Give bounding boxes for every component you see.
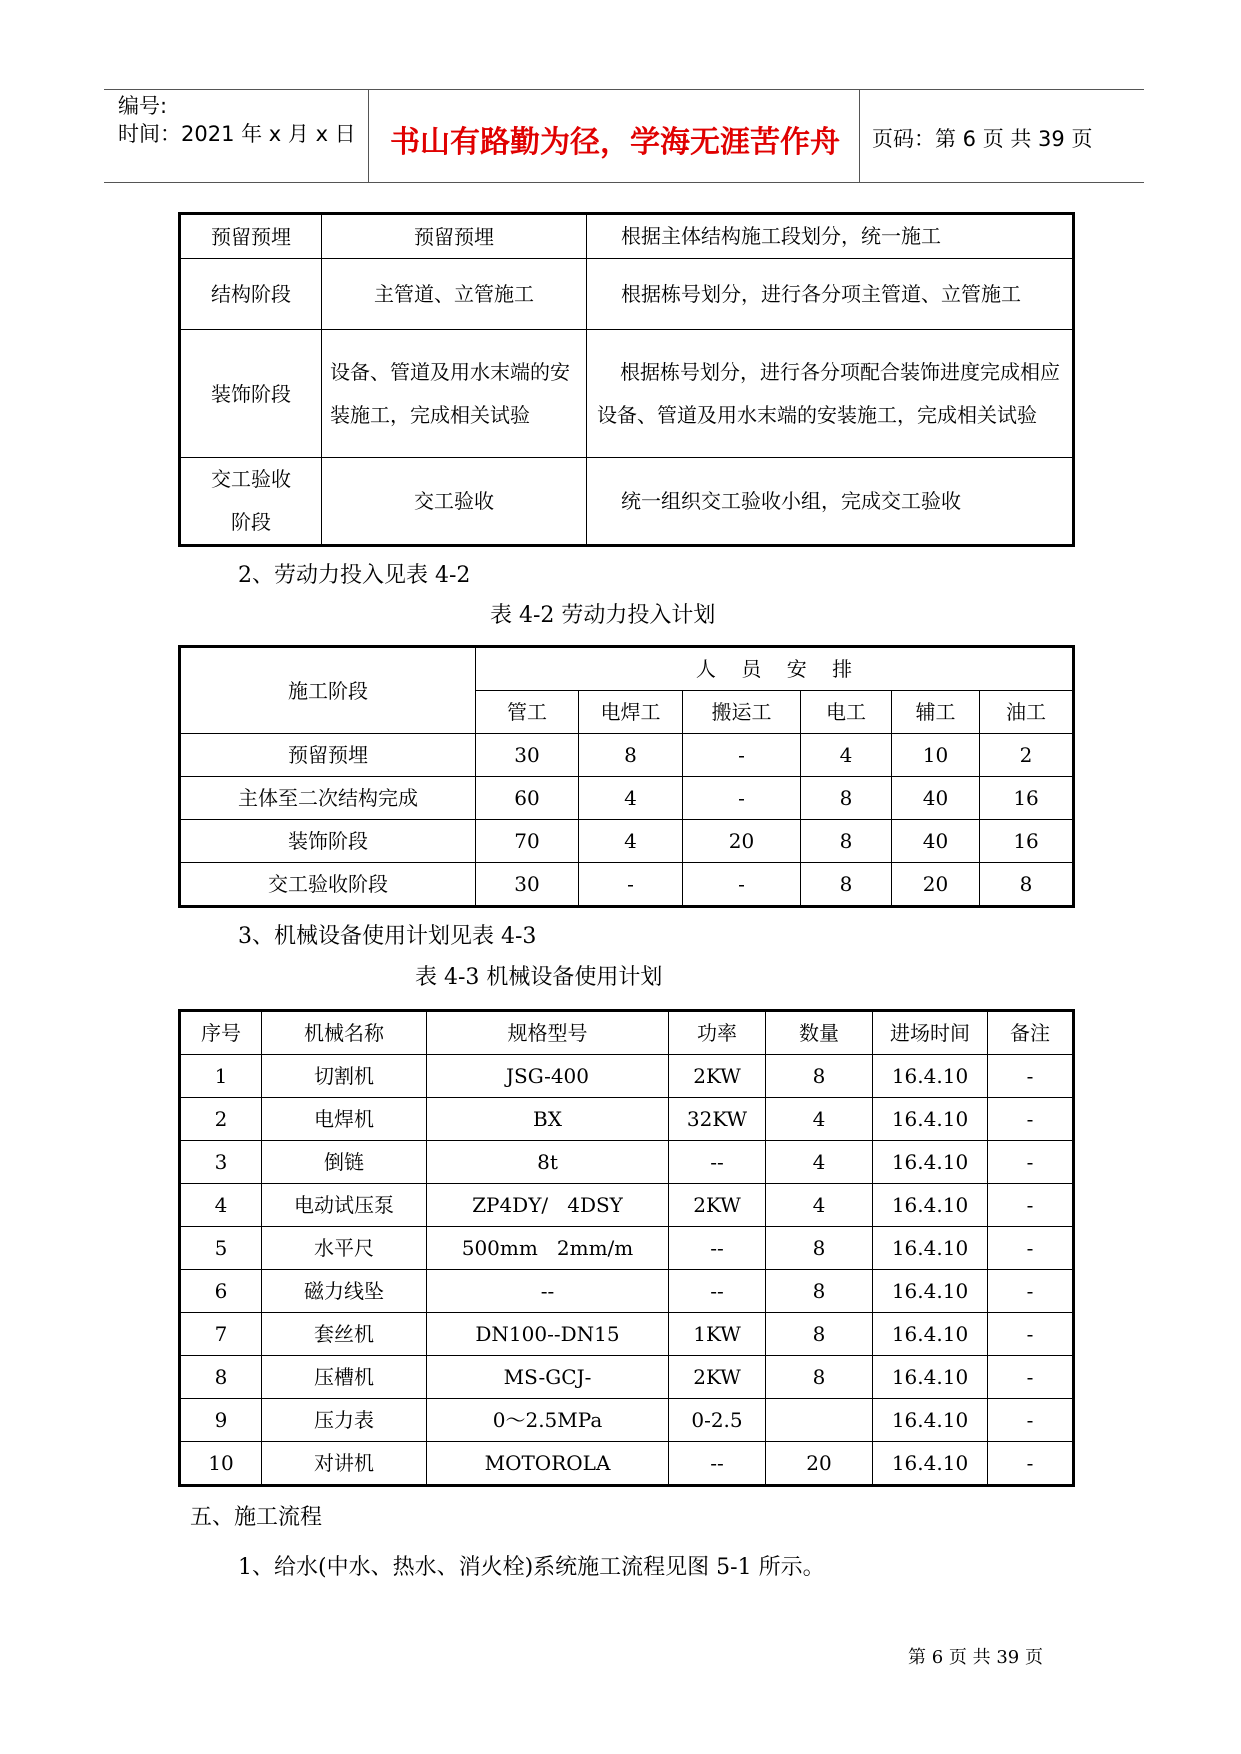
stage-cell: 装饰阶段 [180,330,322,458]
cell: -- [669,1227,766,1270]
stage-cell: 预留预埋 [180,214,322,259]
column-header: 备注 [988,1011,1074,1055]
cell: 4 [180,1184,262,1227]
cell: - [988,1356,1074,1399]
cell: - [988,1442,1074,1486]
cell: 4 [766,1141,873,1184]
cell: -- [669,1141,766,1184]
cell: - [988,1270,1074,1313]
cell: 20 [766,1442,873,1486]
staff-group-header: 人 员 安 排 [476,647,1074,691]
table-row [180,1270,1074,1313]
value-cell: 30 [476,734,579,777]
column-header: 功率 [669,1011,766,1055]
table-row [180,1399,1074,1442]
section-heading-5: 五、施工流程 [190,1505,323,1530]
cell: 0～2.5MPa [427,1399,669,1442]
table-row [180,1184,1074,1227]
header-divider-left [368,89,369,182]
cell: 8 [766,1270,873,1313]
value-cell: 70 [476,820,579,863]
table-row [180,863,1074,907]
value-cell: 60 [476,777,579,820]
value-cell: 10 [892,734,980,777]
cell: 8 [766,1227,873,1270]
cell: 7 [180,1313,262,1356]
column-header: 油工 [980,691,1074,734]
equipment-plan-table [178,1009,1075,1487]
table-row [180,214,1074,259]
content-cell: 主管道、立管施工 [322,259,587,330]
cell: 8t [427,1141,669,1184]
cell: -- [427,1270,669,1313]
cell: 16.4.10 [873,1356,988,1399]
table-header-row [180,647,1074,691]
table-row [180,1313,1074,1356]
note-cell: 根据栋号划分，进行各分项配合装饰进度完成相应设备、管道及用水末端的安装施工，完成相关试验 [587,330,1074,458]
value-cell: 16 [980,777,1074,820]
cell: 16.4.10 [873,1313,988,1356]
header-motto: 书山有路勤为径，学海无涯苦作舟 [390,125,840,160]
cell: -- [669,1270,766,1313]
table-row [180,820,1074,863]
header-page-label: 页码：第 6 页 共 39 页 [872,127,1093,151]
value-cell: 4 [801,734,892,777]
cell: 压力表 [262,1399,427,1442]
table-row [180,259,1074,330]
cell: DN100--DN15 [427,1313,669,1356]
stage-header: 施工阶段 [180,647,476,734]
table-row [180,1356,1074,1399]
header-left [118,92,356,148]
paragraph-flow: 1、给水(中水、热水、消火栓)系统施工流程见图 5-1 所示。 [238,1555,825,1580]
cell: 6 [180,1270,262,1313]
value-cell: 8 [579,734,683,777]
stage-cell: 交工验收阶段 [180,863,476,907]
cell: 对讲机 [262,1442,427,1486]
table-row [180,734,1074,777]
cell: - [988,1098,1074,1141]
time-label: 时间：2021 年 x 月 x 日 [118,122,356,146]
table-row [180,458,1074,546]
content-cell: 设备、管道及用水末端的安装施工，完成相关试验 [322,330,587,458]
cell: - [988,1184,1074,1227]
stage-cell: 主体至二次结构完成 [180,777,476,820]
cell: 压槽机 [262,1356,427,1399]
cell: 电焊机 [262,1098,427,1141]
cell: - [988,1313,1074,1356]
note-cell: 统一组织交工验收小组，完成交工验收 [587,458,1074,546]
value-cell: - [683,777,801,820]
table-row [180,1227,1074,1270]
table-row [180,330,1074,458]
value-cell: - [579,863,683,907]
table-row [180,1098,1074,1141]
column-header: 电焊工 [579,691,683,734]
cell: 水平尺 [262,1227,427,1270]
cell: 8 [766,1313,873,1356]
cell: 4 [766,1184,873,1227]
column-header: 电工 [801,691,892,734]
value-cell: 16 [980,820,1074,863]
cell: - [988,1141,1074,1184]
header-rule-bottom [104,182,1144,183]
table-row [180,777,1074,820]
cell: 2KW [669,1356,766,1399]
value-cell: 40 [892,820,980,863]
cell: 8 [766,1055,873,1098]
cell: 16.4.10 [873,1055,988,1098]
cell: 10 [180,1442,262,1486]
column-header: 辅工 [892,691,980,734]
paragraph-labor: 2、劳动力投入见表 4-2 [238,563,471,588]
value-cell: - [683,734,801,777]
value-cell: 8 [801,820,892,863]
value-cell: - [683,863,801,907]
table-row [180,1442,1074,1486]
page-footer: 第 6 页 共 39 页 [908,1647,1043,1668]
cell: 16.4.10 [873,1098,988,1141]
cell: 500mm 2mm/m [427,1227,669,1270]
cell: 16.4.10 [873,1227,988,1270]
cell: 套丝机 [262,1313,427,1356]
cell: 2KW [669,1055,766,1098]
stage-cell: 预留预埋 [180,734,476,777]
header-rule-top [104,89,1144,90]
stage-plan-table [178,212,1075,547]
cell: - [988,1055,1074,1098]
column-header: 进场时间 [873,1011,988,1055]
cell: 8 [766,1356,873,1399]
value-cell: 4 [579,820,683,863]
cell: 0-2.5 [669,1399,766,1442]
paragraph-equipment: 3、机械设备使用计划见表 4-3 [238,924,537,949]
serial-label: 编号: [118,94,168,118]
cell: 32KW [669,1098,766,1141]
column-header: 搬运工 [683,691,801,734]
stage-cell: 交工验收阶段 [180,458,322,546]
cell: 16.4.10 [873,1141,988,1184]
value-cell: 40 [892,777,980,820]
value-cell: 30 [476,863,579,907]
column-header: 机械名称 [262,1011,427,1055]
cell: MOTOROLA [427,1442,669,1486]
stage-cell: 装饰阶段 [180,820,476,863]
value-cell: 8 [980,863,1074,907]
cell: - [988,1227,1074,1270]
table-row [180,1055,1074,1098]
cell: 1 [180,1055,262,1098]
cell: 16.4.10 [873,1442,988,1486]
value-cell: 20 [683,820,801,863]
value-cell: 8 [801,777,892,820]
column-header: 管工 [476,691,579,734]
cell: 切割机 [262,1055,427,1098]
stage-cell: 结构阶段 [180,259,322,330]
value-cell: 8 [801,863,892,907]
caption-table-4-3: 表 4-3 机械设备使用计划 [415,965,663,990]
cell: 16.4.10 [873,1184,988,1227]
cell: 倒链 [262,1141,427,1184]
cell: 3 [180,1141,262,1184]
caption-table-4-2: 表 4-2 劳动力投入计划 [490,603,716,628]
cell: MS-GCJ- [427,1356,669,1399]
value-cell: 2 [980,734,1074,777]
column-header: 数量 [766,1011,873,1055]
cell: 2 [180,1098,262,1141]
cell: 2KW [669,1184,766,1227]
value-cell: 4 [579,777,683,820]
table-header-row [180,1011,1074,1055]
cell: 1KW [669,1313,766,1356]
cell: 磁力线坠 [262,1270,427,1313]
cell: JSG-400 [427,1055,669,1098]
note-cell: 根据栋号划分，进行各分项主管道、立管施工 [587,259,1074,330]
labor-plan-table [178,645,1075,908]
cell: 16.4.10 [873,1399,988,1442]
content-cell: 预留预埋 [322,214,587,259]
cell: 9 [180,1399,262,1442]
cell: - [988,1399,1074,1442]
table-row [180,1141,1074,1184]
cell: 4 [766,1098,873,1141]
cell: BX [427,1098,669,1141]
cell: 16.4.10 [873,1270,988,1313]
cell: 8 [180,1356,262,1399]
cell: 电动试压泵 [262,1184,427,1227]
content-cell: 交工验收 [322,458,587,546]
column-header: 规格型号 [427,1011,669,1055]
column-header: 序号 [180,1011,262,1055]
value-cell: 20 [892,863,980,907]
cell: -- [669,1442,766,1486]
cell [766,1399,873,1442]
note-cell: 根据主体结构施工段划分，统一施工 [587,214,1074,259]
cell: ZP4DY/ 4DSY [427,1184,669,1227]
cell: 5 [180,1227,262,1270]
